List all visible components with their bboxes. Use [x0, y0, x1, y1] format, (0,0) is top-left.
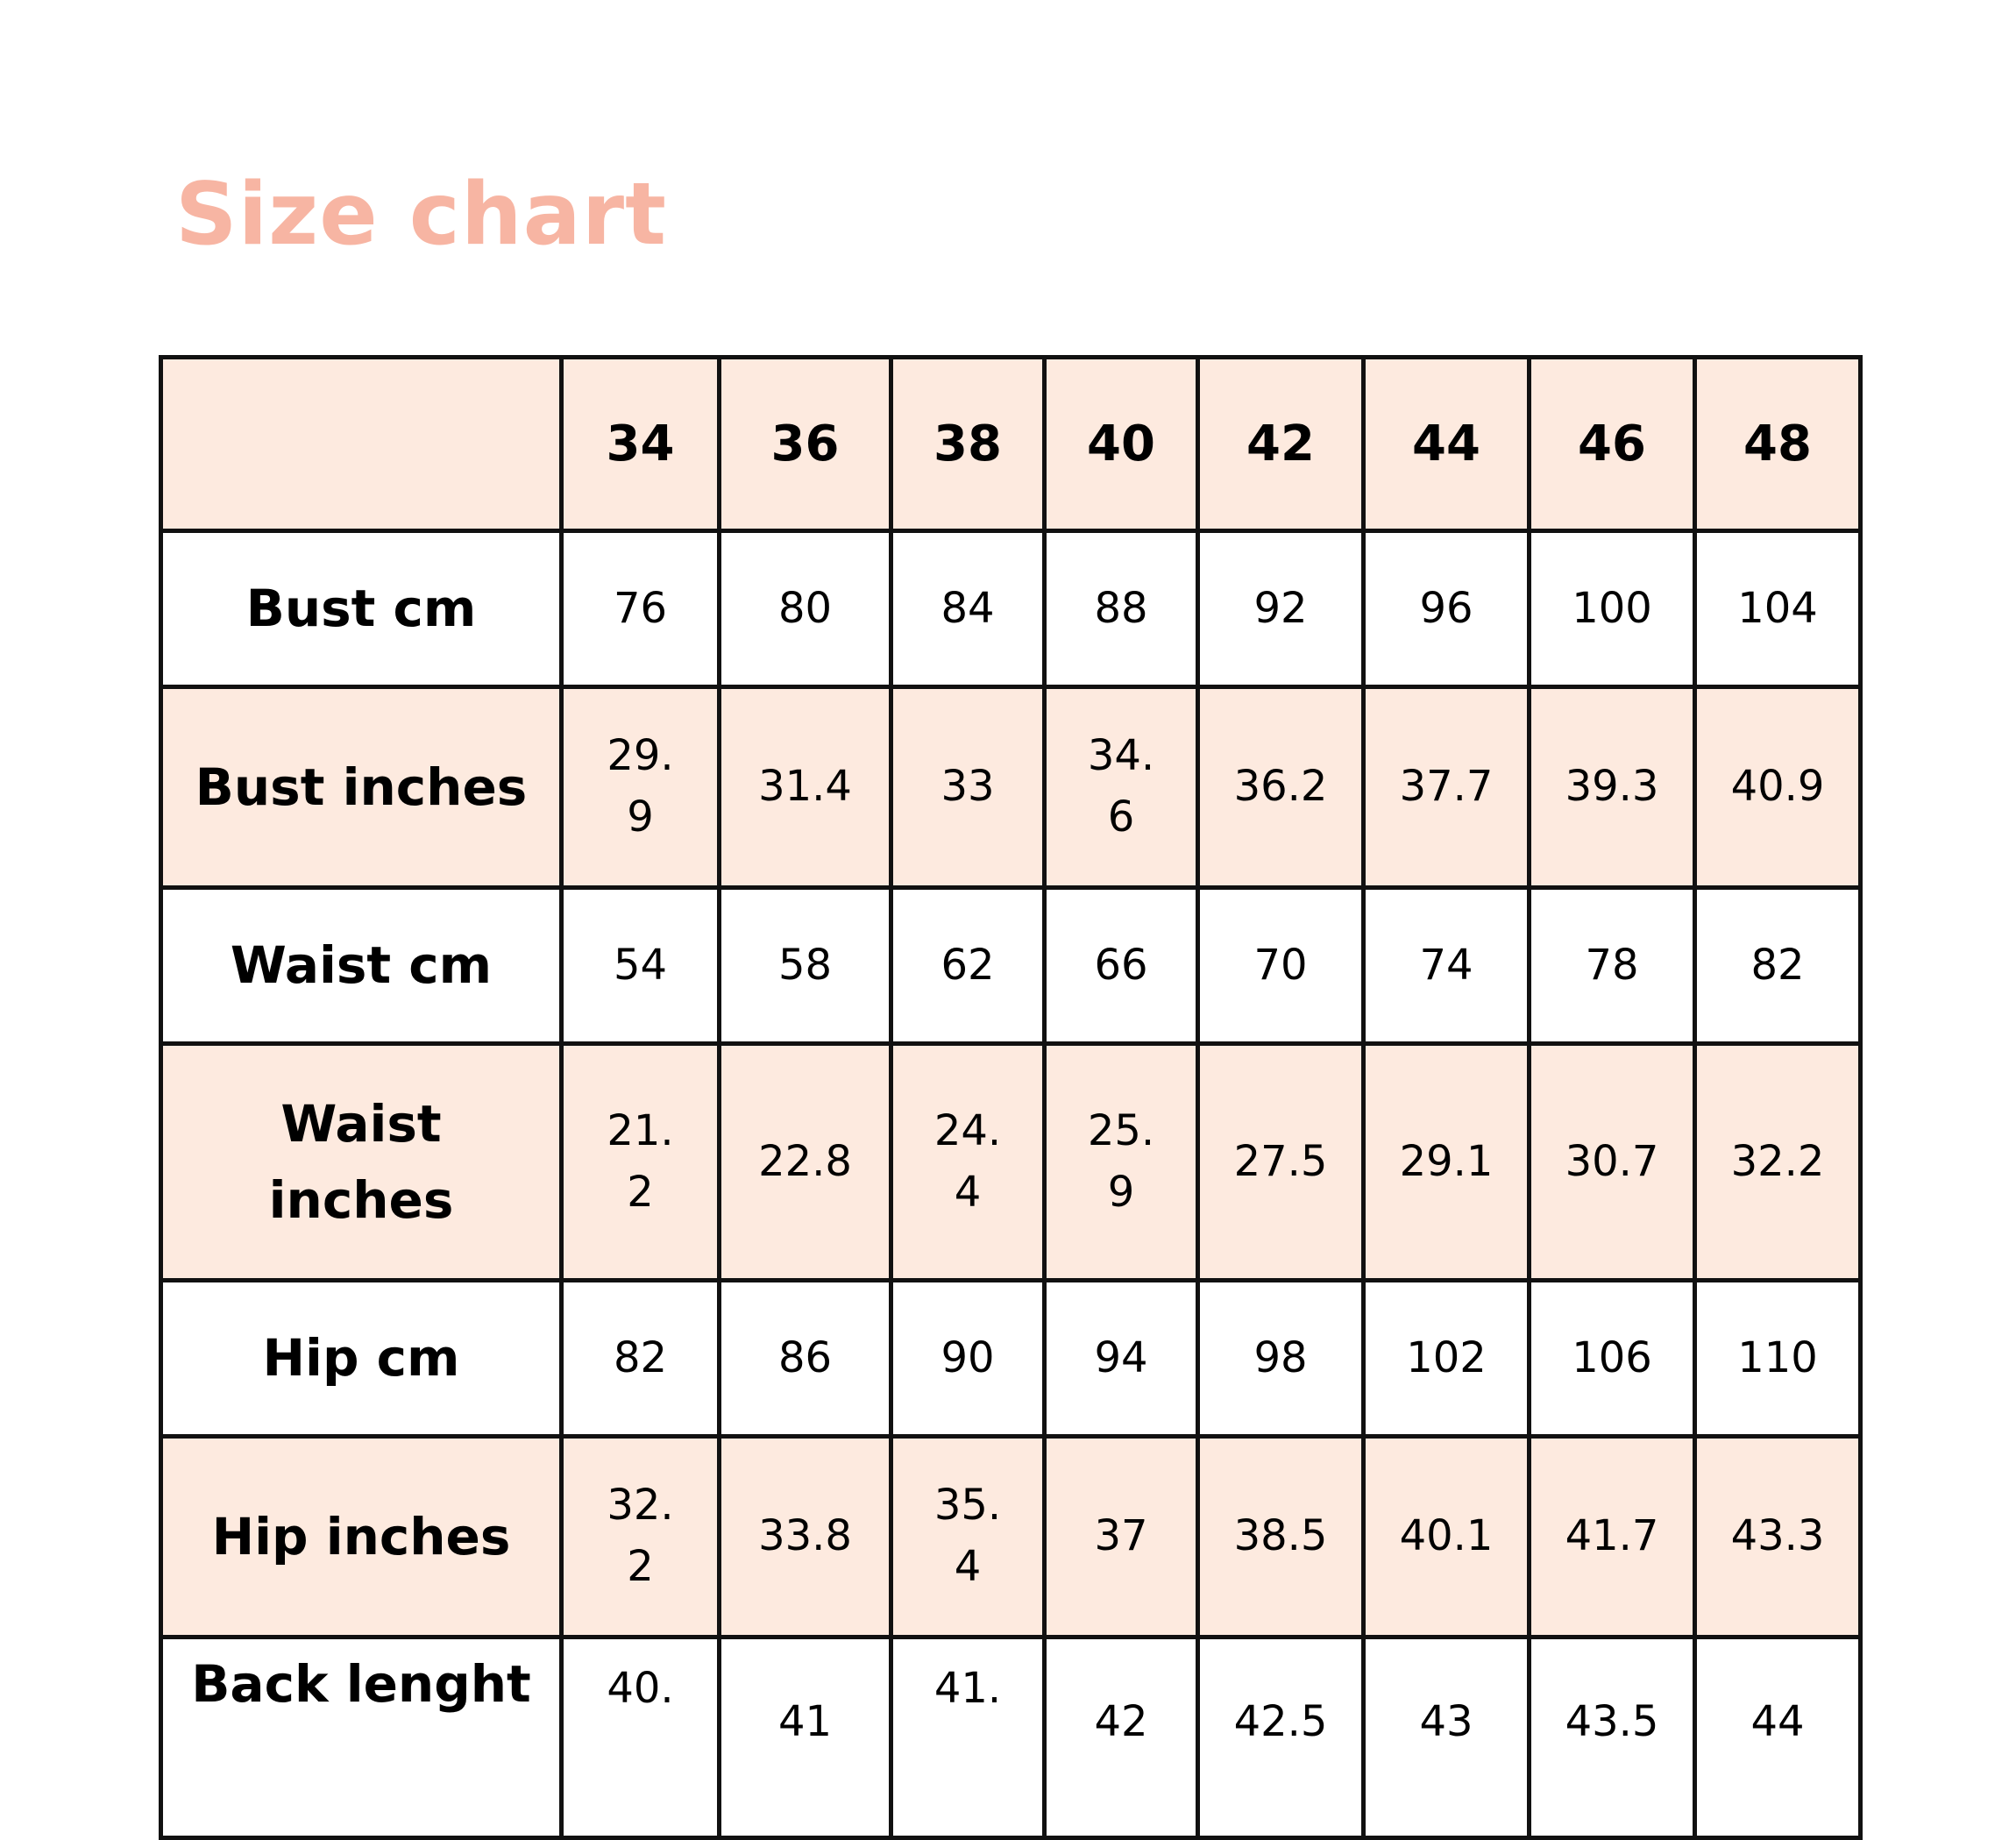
table-cell: 102	[1364, 1281, 1530, 1437]
table-cell: 98	[1198, 1281, 1364, 1437]
table-cell: 36.2	[1198, 687, 1364, 888]
table-cell: 90	[891, 1281, 1045, 1437]
row-label: Waist cm	[161, 888, 562, 1044]
cell-value: 35.4	[933, 1481, 1002, 1591]
table-cell: 41	[720, 1638, 891, 1838]
table-cell: 37	[1045, 1437, 1198, 1638]
size-header-cell: 40	[1045, 358, 1198, 531]
table-cell: 37.7	[1364, 687, 1530, 888]
table-cell: 88	[1045, 531, 1198, 687]
table-cell: 22.8	[720, 1044, 891, 1281]
size-chart-table	[159, 355, 1863, 1840]
table-cell: 33.8	[720, 1437, 891, 1638]
table-cell: 74	[1364, 888, 1530, 1044]
table-row	[161, 888, 1861, 1044]
table-cell: 82	[562, 1281, 720, 1437]
table-cell: 110	[1695, 1281, 1861, 1437]
table-cell: 104	[1695, 531, 1861, 687]
table-cell: 27.5	[1198, 1044, 1364, 1281]
cell-value: 24.4	[933, 1105, 1002, 1217]
row-label: Hip inches	[161, 1437, 562, 1638]
table-cell: 32.2	[1695, 1044, 1861, 1281]
table-cell	[1045, 687, 1198, 888]
table-cell: 54	[562, 888, 720, 1044]
size-header-row	[161, 358, 1861, 531]
table-cell: 41.	[891, 1638, 1045, 1838]
size-header-cell: 42	[1198, 358, 1364, 531]
table-cell: 39.3	[1530, 687, 1695, 888]
table-cell: 33	[891, 687, 1045, 888]
table-row	[161, 687, 1861, 888]
table-row	[161, 1638, 1861, 1838]
table-cell: 96	[1364, 531, 1530, 687]
size-header-cell: 34	[562, 358, 720, 531]
table-cell: 106	[1530, 1281, 1695, 1437]
table-cell: 42.5	[1198, 1638, 1364, 1838]
table-cell	[1045, 1044, 1198, 1281]
table-cell: 30.7	[1530, 1044, 1695, 1281]
table-row	[161, 1044, 1861, 1281]
table-row	[161, 1281, 1861, 1437]
table-cell: 94	[1045, 1281, 1198, 1437]
table-cell	[891, 1044, 1045, 1281]
page-title: Size chart	[175, 165, 667, 265]
row-label: Waist inches	[161, 1044, 562, 1281]
table-cell: 62	[891, 888, 1045, 1044]
table-cell: 76	[562, 531, 720, 687]
table-cell: 43.5	[1530, 1638, 1695, 1838]
table-cell	[891, 1437, 1045, 1638]
table-cell: 40.	[562, 1638, 720, 1838]
size-header-cell: 44	[1364, 358, 1530, 531]
cell-value: 32.2	[607, 1481, 674, 1591]
table-cell: 82	[1695, 888, 1861, 1044]
row-label: Hip cm	[161, 1281, 562, 1437]
table-cell: 44	[1695, 1638, 1861, 1838]
table-cell: 43.3	[1695, 1437, 1861, 1638]
table-cell: 41.7	[1530, 1437, 1695, 1638]
cell-value: 21.2	[607, 1105, 674, 1217]
cell-value: 34.6	[1087, 731, 1155, 842]
table-row	[161, 1437, 1861, 1638]
table-cell	[562, 1044, 720, 1281]
table-cell: 40.9	[1695, 687, 1861, 888]
table-cell: 42	[1045, 1638, 1198, 1838]
row-label: Back lenght	[161, 1638, 562, 1838]
size-header-cell: 36	[720, 358, 891, 531]
table-cell: 70	[1198, 888, 1364, 1044]
table-cell: 66	[1045, 888, 1198, 1044]
table-cell: 86	[720, 1281, 891, 1437]
table-cell: 29.1	[1364, 1044, 1530, 1281]
cell-value: 29.9	[607, 731, 674, 842]
corner-cell	[161, 358, 562, 531]
table-cell: 100	[1530, 531, 1695, 687]
table-cell: 40.1	[1364, 1437, 1530, 1638]
table-cell: 58	[720, 888, 891, 1044]
row-label: Bust cm	[161, 531, 562, 687]
row-label: Bust inches	[161, 687, 562, 888]
table-cell: 84	[891, 531, 1045, 687]
table-row	[161, 531, 1861, 687]
table-cell: 80	[720, 531, 891, 687]
table-cell: 92	[1198, 531, 1364, 687]
size-header-cell: 38	[891, 358, 1045, 531]
cell-value: 25.9	[1087, 1105, 1155, 1217]
table-cell	[562, 687, 720, 888]
table-cell: 78	[1530, 888, 1695, 1044]
size-header-cell: 46	[1530, 358, 1695, 531]
table-cell: 31.4	[720, 687, 891, 888]
size-header-cell: 48	[1695, 358, 1861, 531]
table-cell: 38.5	[1198, 1437, 1364, 1638]
table-cell: 43	[1364, 1638, 1530, 1838]
table-cell	[562, 1437, 720, 1638]
